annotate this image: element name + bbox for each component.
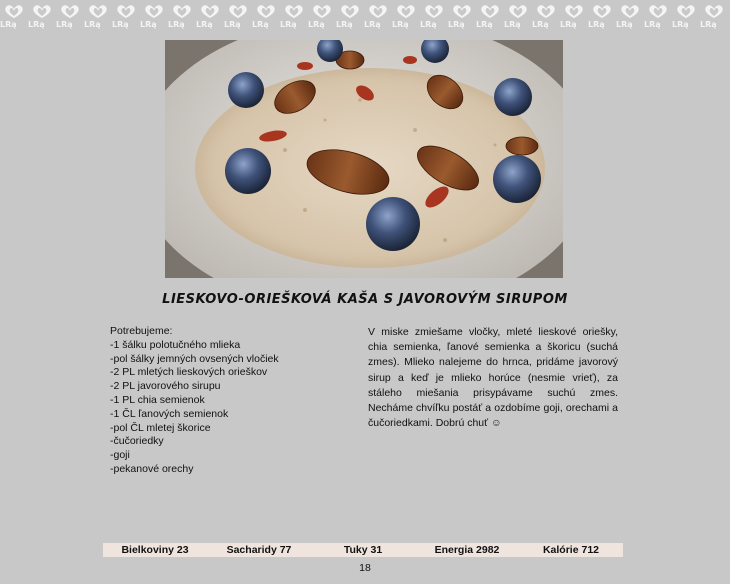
nutrition-fat: Tuky 31 [343, 544, 383, 556]
lr-logo-icon [224, 0, 252, 34]
lr-logo-icon [700, 0, 728, 34]
logo-text: LRą [672, 20, 689, 29]
page-number: 18 [359, 562, 371, 574]
nutrition-calories: Kalórie 712 [542, 544, 600, 556]
logo-text: LRą [308, 20, 325, 29]
lr-logo-icon [672, 0, 700, 34]
lr-logo-icon [112, 0, 140, 34]
logo-text: LRą [364, 20, 381, 29]
logo-text: LRą [448, 20, 465, 29]
recipe-title: LIESKOVO-ORIEŠKOVÁ KAŠA S JAVOROVÝM SIRUPOM [162, 292, 568, 307]
logo-text: LRą [560, 20, 577, 29]
lr-logo-icon [196, 0, 224, 34]
logo-row [0, 0, 730, 34]
logo-text: LRą [252, 20, 269, 29]
lr-logo-icon [476, 0, 504, 34]
logo-text: LRą [28, 20, 45, 29]
ingredients-heading: Potrebujeme: [110, 325, 173, 337]
logo-text: LRą [112, 20, 129, 29]
lr-logo-icon [532, 0, 560, 34]
logo-text: LRą [392, 20, 409, 29]
logo-text: LRą [56, 20, 73, 29]
logo-text: LRą [588, 20, 605, 29]
logo-text: LRą [84, 20, 101, 29]
ingredient-item: -goji [110, 449, 130, 462]
porridge-illustration [165, 40, 563, 278]
logo-text: LRą [532, 20, 549, 29]
ingredient-item: -pol šálky jemných ovsených vločiek [110, 352, 279, 365]
lr-logo-icon [392, 0, 420, 34]
lr-logo-icon [140, 0, 168, 34]
logo-text: LRą [420, 20, 437, 29]
ingredient-item: -1 šálku polotučného mlieka [110, 338, 241, 351]
nutrition-carbs: Sacharidy 77 [226, 544, 292, 556]
lr-logo-icon [420, 0, 448, 34]
lr-logo-icon [252, 0, 280, 34]
lr-logo-icon [280, 0, 308, 34]
lr-logo-icon [28, 0, 56, 34]
logo-text: LRą [168, 20, 185, 29]
lr-logo-icon [308, 0, 336, 34]
lr-logo-icon [644, 0, 672, 34]
lr-logo-icon [56, 0, 84, 34]
ingredient-item: -pekanové orechy [110, 462, 194, 475]
ingredient-item: -1 PL chia semienok [110, 393, 205, 406]
nutrition-energy: Energia 2982 [434, 544, 500, 556]
logo-text: LRą [140, 20, 157, 29]
lr-logo-icon [168, 0, 196, 34]
logo-text: LRą [0, 20, 17, 29]
ingredients-list [110, 325, 340, 477]
ingredient-item: -čučoriedky [110, 435, 164, 448]
lr-logo-icon [616, 0, 644, 34]
lr-logo-icon [448, 0, 476, 34]
nutrition-bar [103, 543, 623, 557]
lr-logo-icon [0, 0, 28, 34]
lr-logo-icon [336, 0, 364, 34]
ingredient-item: -pol ČL mletej škorice [110, 421, 211, 434]
logo-text: LRą [476, 20, 493, 29]
lr-logo-icon [364, 0, 392, 34]
ingredient-item: -1 ČL ľanových semienok [110, 407, 229, 420]
lr-logo-icon [504, 0, 532, 34]
header-logo-band [0, 0, 730, 34]
instructions-text: V miske zmiešame vločky, mleté lieskové oriešky, chia semienka, ľanové semienka a škoricu (suchá zmes). Mlieko nalejeme do hrnca, pridáme javorový sirup a keď je mlieko horúce (nesmie vrieť), za stáleho miešania prisypávame suchú zmes. Necháme chvíľku postáť a ozdobíme goji, orechami a čučoriedkami. Dobrú chuť ☺ [368, 326, 618, 430]
logo-text: LRą [616, 20, 633, 29]
porridge-photo [165, 40, 563, 278]
lr-logo-icon [560, 0, 588, 34]
ingredient-item: -2 PL mletých lieskových orieškov [110, 366, 268, 379]
logo-text: LRą [336, 20, 353, 29]
logo-text: LRą [224, 20, 241, 29]
ingredient-item: -2 PL javorového sirupu [110, 380, 221, 393]
lr-logo-icon [588, 0, 616, 34]
nutrition-protein: Bielkoviny 23 [121, 544, 189, 556]
logo-text: LRą [196, 20, 213, 29]
logo-text: LRą [280, 20, 297, 29]
logo-text: LRą [700, 20, 717, 29]
logo-text: LRą [644, 20, 661, 29]
lr-logo-icon [84, 0, 112, 34]
logo-text: LRą [504, 20, 521, 29]
